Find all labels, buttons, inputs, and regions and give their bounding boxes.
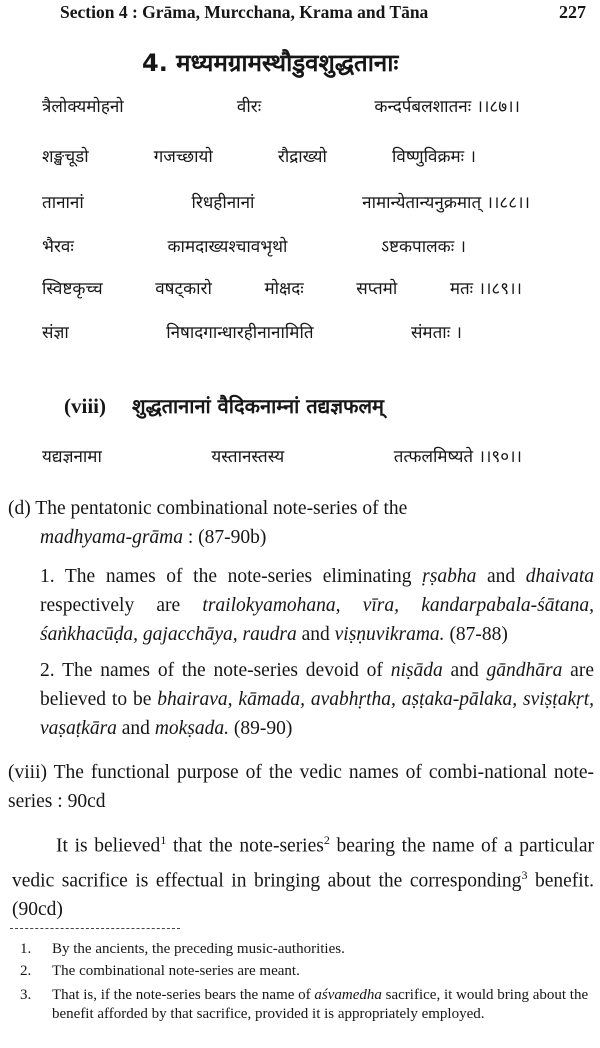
verse-word: रौद्राख्यो <box>277 147 327 167</box>
verse-word: शङ्खचूडो <box>42 147 89 167</box>
verse-word: यस्तानस्तस्य <box>211 447 285 467</box>
verse-word: निषादगान्धारहीनानामिति <box>166 323 314 343</box>
verse-word: मतः ।।८९।। <box>449 279 522 299</box>
section-title: Section 4 : Grāma, Murcchana, Krama and Tāna <box>60 2 429 22</box>
para1-text: and <box>476 566 526 587</box>
para2-text: and <box>442 660 487 681</box>
para2-italic: niṣāda <box>390 660 443 681</box>
verse-word: संज्ञा <box>42 323 69 343</box>
verse-word: तत्फलमिष्यते ।।९०।। <box>393 447 522 467</box>
paragraph-2 <box>40 656 594 743</box>
footnote-text-part: That is, if the note-series bears the name of <box>52 987 315 1003</box>
paragraph-d <box>8 494 594 552</box>
footnote-ref: 1 <box>160 833 167 847</box>
footnote-2 <box>20 962 590 981</box>
paragraph-1 <box>40 562 594 649</box>
para2-text: and <box>116 718 155 739</box>
paragraph-viii <box>8 758 594 816</box>
verse-line <box>42 276 522 299</box>
verse-word: भैरवः <box>42 237 74 257</box>
verse-word: गजच्छायो <box>153 147 213 167</box>
sanskrit-heading-4: 4. मध्यमग्रामस्थौडुवशुद्धतानाः <box>142 49 399 77</box>
footnote-ref: 2 <box>323 833 330 847</box>
paragraph-viii-text: The functional purpose of the vedic names of combi-national note-series : 90cd <box>8 762 594 812</box>
verse-line <box>42 190 530 213</box>
verse-line <box>42 320 462 343</box>
verse-word: कन्दर्पबलशातनः ।।८७।। <box>374 97 520 117</box>
paragraph-d-end: : (87-90b) <box>187 527 267 548</box>
verse-word: वषट्कारो <box>155 279 212 299</box>
verse-word: मोक्षदः <box>264 279 304 299</box>
verse-word: सप्तमो <box>356 279 398 299</box>
heading-viii-label: (viii) <box>64 394 106 418</box>
para1-italic: trailokyamohana, vīra, kandarpabala-śātana, śaṅkhacūḍa, gajacchāya, raudra <box>40 595 595 645</box>
heading-viii-text: शुद्धतानानां वैदिकनाम्नां तद्यज्ञफलम् <box>132 394 384 418</box>
para2-italic: bhairava, kāmada, avabhṛtha, aṣṭaka-pālaka, sviṣṭakṛt, vaṣaṭkāra <box>40 689 594 739</box>
footnote-divider <box>10 928 180 929</box>
page-number: 227 <box>559 2 586 22</box>
paragraph-d-label: (d) <box>8 498 31 519</box>
footnote-text: By the ancients, the preceding music-authorities. <box>52 941 345 957</box>
verse-word: वीरः <box>236 97 262 117</box>
last-text: It is believed <box>56 835 161 857</box>
para2-text: (89-90) <box>229 718 293 739</box>
verse-word: रिधहीनानां <box>191 193 255 213</box>
para1-text: 1. The names of the note-series eliminating <box>40 566 423 587</box>
paragraph-viii-label: (viii) <box>8 762 47 783</box>
footnote-italic: aśvamedha <box>314 987 382 1003</box>
footnote-1 <box>20 940 590 959</box>
verse-word: यद्यज्ञनामा <box>42 447 102 467</box>
footnote-text-part: sacrifice, it would bring about the benefit afforded by that sacrifice, provided it is appropriately employed. <box>52 987 589 1022</box>
verse-line <box>42 234 466 257</box>
verse-word: ऽष्टकपालकः । <box>381 237 466 257</box>
last-text: bearing the name of a particular vedic sacrifice is effectual in bringing about the corresponding <box>12 835 594 891</box>
verse-word: नामान्येतान्यनुक्रमात् ।।८८।। <box>362 193 530 213</box>
footnote-text: The combinational note-series are meant. <box>52 963 300 979</box>
para2-text: are believed to be <box>40 660 594 710</box>
verse-word: विष्णुविक्रमः । <box>391 147 476 167</box>
para1-italic: viṣṇuvikrama. <box>334 624 445 645</box>
footnote-number: 2. <box>20 963 32 979</box>
footnote-ref: 3 <box>521 867 528 882</box>
footnote-3 <box>20 986 590 1024</box>
para2-italic: gāndhāra <box>486 660 563 681</box>
verse-word: स्विष्टकृच्च <box>42 279 103 299</box>
verse-line <box>42 94 520 117</box>
footnote-number: 1. <box>20 941 32 957</box>
last-text: benefit. (90cd) <box>12 870 594 920</box>
paragraph-last <box>12 826 594 924</box>
last-text: that the note-series <box>166 835 324 857</box>
verse-line <box>42 444 522 467</box>
footnote-text <box>52 986 590 1024</box>
para1-text: (87-88) <box>444 624 508 645</box>
footnote-number: 3. <box>20 987 32 1003</box>
running-header <box>60 2 586 24</box>
paragraph-d-text: The pentatonic combinational note-series of the <box>35 498 408 519</box>
para2-text: 2. The names of the note-series devoid of <box>40 660 391 681</box>
verse-word: संमताः । <box>410 323 462 343</box>
para1-text: respectively are <box>40 595 203 616</box>
verse-word: तानानां <box>42 193 84 213</box>
verse-line <box>42 144 476 167</box>
paragraph-d-italic: madhyama-grāma <box>40 527 183 548</box>
para1-italic: ṛṣabha <box>422 566 477 587</box>
para1-italic: dhaivata <box>525 566 594 587</box>
verse-word: कामदाख्यश्चावभृथो <box>167 237 288 257</box>
para2-italic: mokṣada. <box>154 718 230 739</box>
verse-word: त्रैलोक्यमोहनो <box>42 97 124 117</box>
para1-text: and <box>296 624 335 645</box>
